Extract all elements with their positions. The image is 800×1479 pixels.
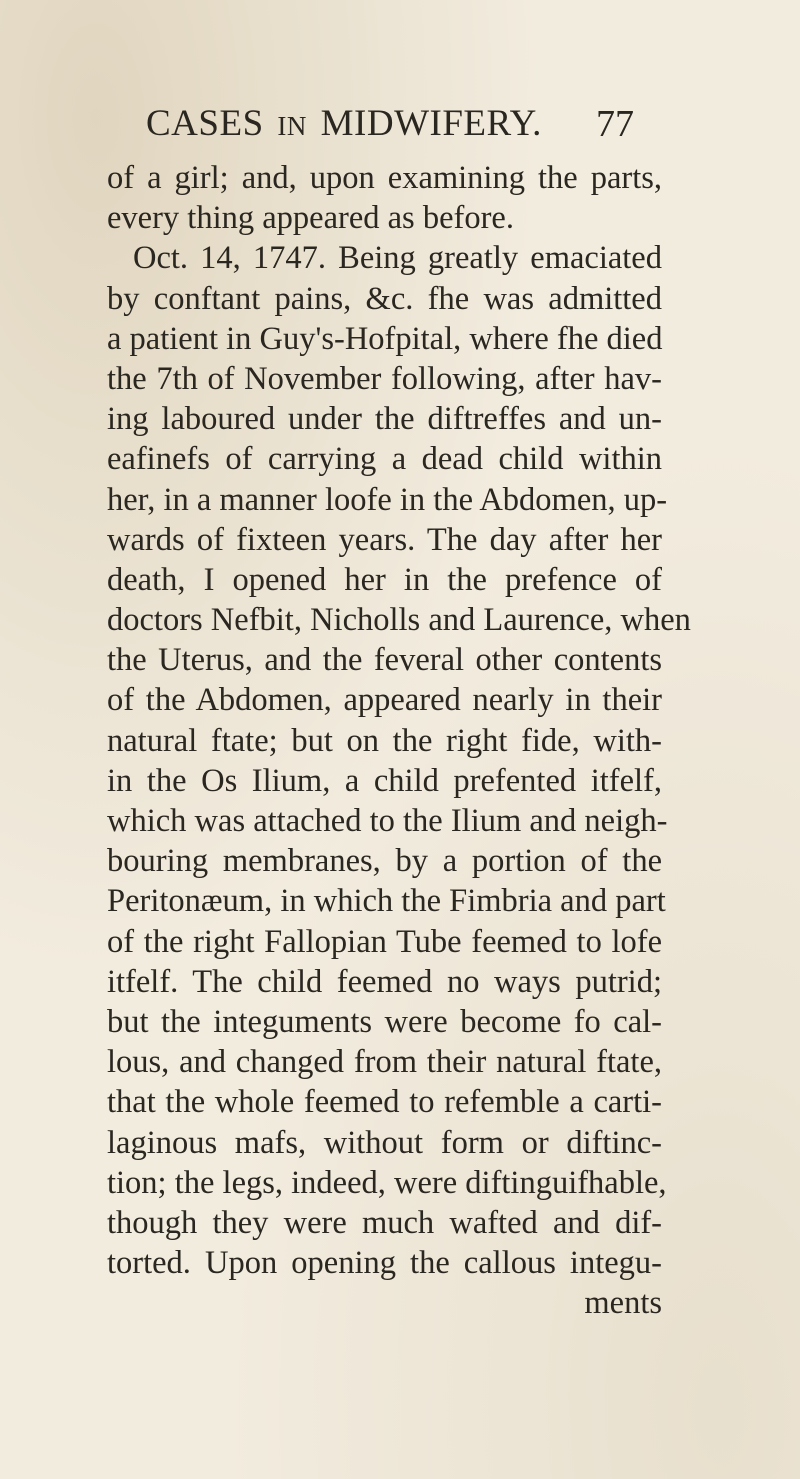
text-line: which was attached to the Ilium and neigh- bbox=[107, 803, 668, 839]
body-text bbox=[107, 158, 691, 1323]
text-line: the Uterus, and the feveral other contents bbox=[107, 642, 662, 679]
text-line: in the Os Ilium, a child prefented itfelf, bbox=[107, 762, 662, 799]
text-line: the 7th of November following, after hav- bbox=[107, 360, 662, 397]
text-line: a patient in Guy's-Hofpital, where fhe died bbox=[107, 320, 663, 357]
catchword: ments bbox=[584, 1285, 662, 1322]
running-head-cases: CASES bbox=[146, 103, 264, 144]
text-line: her, in a manner loofe in the Abdomen, up- bbox=[107, 481, 668, 518]
text-line: doctors Nefbit, Nicholls and Laurence, when bbox=[107, 602, 691, 639]
text-line: natural ftate; but on the right fide, with- bbox=[107, 722, 662, 759]
text-line: wards of fixteen years. The day after her bbox=[107, 521, 662, 558]
page-number: 77 bbox=[596, 103, 634, 145]
text-line: laginous mafs, without form or diftinc- bbox=[107, 1124, 662, 1161]
text-line: eafinefs of carrying a dead child within bbox=[107, 441, 662, 478]
text-line: though they were much wafted and dif- bbox=[107, 1204, 662, 1241]
text-line: Oct. 14, 1747. Being greatly emaciated bbox=[133, 240, 662, 277]
text-line: tion; the legs, indeed, were diftinguifhable, bbox=[107, 1164, 667, 1201]
text-line: death, I opened her in the prefence of bbox=[107, 561, 662, 598]
text-line: every thing appeared as before. bbox=[107, 200, 514, 237]
text-line: of a girl; and, upon examining the parts, bbox=[107, 160, 662, 196]
text-line: of the right Fallopian Tube feemed to lofe bbox=[107, 923, 662, 960]
running-head-midwifery: MIDWIFERY. bbox=[320, 103, 542, 144]
text-line: itfelf. The child feemed no ways putrid; bbox=[107, 963, 662, 1000]
text-line: but the integuments were become fo cal- bbox=[107, 1003, 662, 1040]
text-line: Peritonæum, in which the Fimbria and part bbox=[107, 883, 666, 920]
text-line: by conftant pains, &c. fhe was admitted bbox=[107, 280, 662, 317]
running-head bbox=[146, 102, 542, 145]
text-line: lous, and changed from their natural ftate, bbox=[107, 1044, 662, 1081]
running-head-in: IN bbox=[277, 111, 307, 141]
text-line: ing laboured under the diftreffes and un- bbox=[107, 401, 662, 438]
text-line: bouring membranes, by a portion of the bbox=[107, 843, 662, 880]
text-line: of the Abdomen, appeared nearly in their bbox=[107, 682, 662, 719]
text-line: torted. Upon opening the callous integu- bbox=[107, 1245, 662, 1282]
text-line: that the whole feemed to refemble a carti- bbox=[107, 1084, 662, 1121]
page-header bbox=[0, 102, 800, 152]
